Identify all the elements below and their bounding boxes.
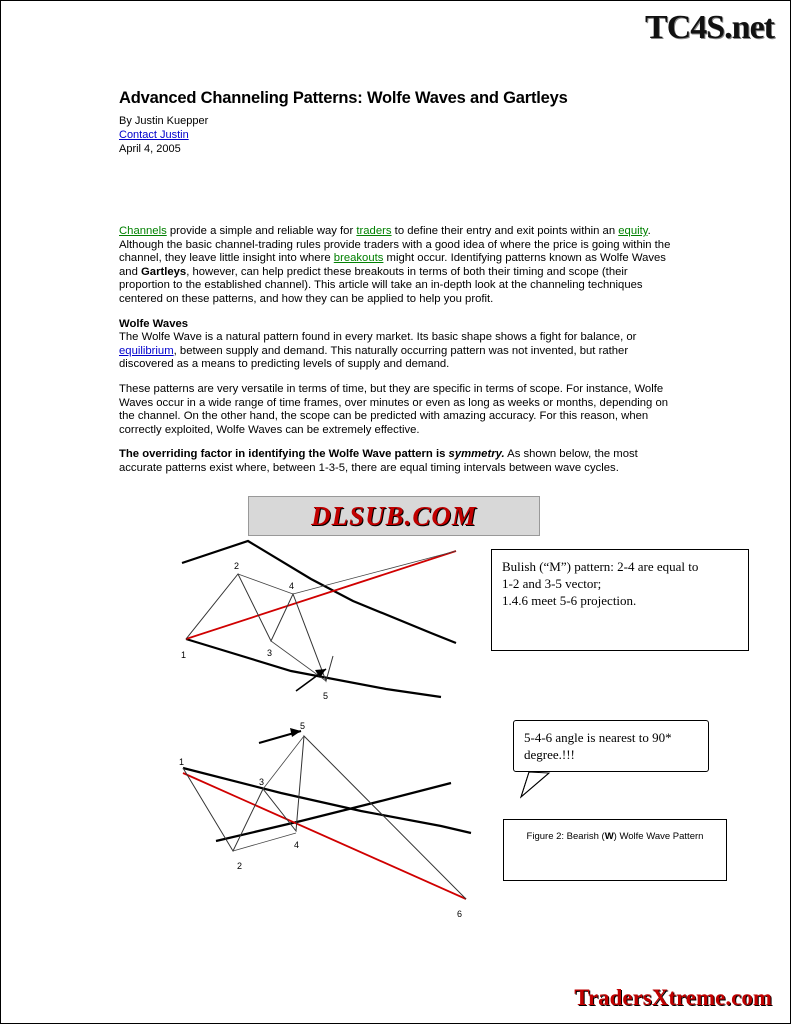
svg-text:4: 4 [294, 840, 300, 850]
svg-text:1: 1 [181, 650, 187, 660]
contact-link[interactable]: Contact Justin [119, 129, 189, 141]
intro-text-10: , however, can help predict these breakouts in terms of both their timing and scope (their proportion to the established channel). This article will take an in-depth look at the channeling techniques centered on these patterns, and how they can be applied to help you profit. [119, 265, 643, 305]
paragraph-4 [119, 448, 675, 475]
p2-text-1: The Wolfe Wave is a natural pattern found in every market. Its basic shape shows a fight for balance, or [119, 331, 637, 344]
angle-callout-line1: 5-4-6 angle is nearest to 90* [524, 730, 672, 745]
svg-text:6: 6 [457, 909, 463, 919]
tc4s-watermark: TC4S.net [645, 9, 774, 46]
intro-text-4: to define their entry and exit points within an [391, 225, 619, 237]
svg-text:2: 2 [237, 861, 243, 871]
figure2-caption [514, 828, 716, 845]
bullish-callout-line3: 1.4.6 meet 5-6 projection. [502, 593, 637, 608]
article-body [119, 225, 675, 487]
section-heading-wolfe-waves: Wolfe Waves [119, 317, 189, 330]
angle-callout-line2: degree.!!! [524, 747, 575, 762]
svg-text:5: 5 [323, 691, 329, 701]
paragraph-3: These patterns are very versatile in terms of time, but they are specific in terms of scope. For instance, Wolfe Waves occur in a wide range of time frames, over minutes or even as long as weeks or months, depending on the channel. On the other hand, the scope can be predicted with amazing accuracy. For this reason, when correctly exploited, Wolfe Waves can be extremely effective. [119, 382, 669, 436]
angle-callout [513, 720, 709, 772]
p4-italic: symmetry. [448, 448, 505, 461]
figure2-caption-suffix: ) Wolfe Wave Pattern [613, 831, 704, 842]
equilibrium-link[interactable]: equilibrium [119, 344, 174, 357]
dlsub-watermark-text: DLSUB.COM [311, 500, 477, 531]
intro-text-6: . Although the basic channel-trading rules provide traders with a good idea of where the price is going within the channel, they leave little insight into where [119, 225, 671, 265]
footer-watermark: TradersXtreme.com [574, 985, 772, 1010]
figure2-caption-bold: W [604, 831, 614, 842]
byline: By Justin Kuepper [119, 115, 209, 127]
p4-bold: The overriding factor in identifying the Wolfe Wave pattern is [119, 448, 449, 461]
p2-text-3: , between supply and demand. This naturally occurring pattern was not invented, but rather discovered as a means to predicting levels of supply and demand. [119, 344, 629, 371]
gartleys-emphasis: Gartleys [141, 265, 187, 278]
breakouts-link[interactable]: breakouts [333, 252, 384, 265]
figure2-caption-box [503, 819, 727, 881]
svg-text:1: 1 [179, 757, 185, 767]
bullish-callout-line1: Bulish (“M”) pattern: 2-4 are equal to [502, 559, 699, 574]
publication-date: April 4, 2005 [119, 143, 181, 155]
intro-text-8: might occur. Identifying patterns known as Wolfe Waves and [119, 252, 666, 278]
intro-text-2: provide a simple and reliable way for [166, 225, 357, 237]
bullish-callout-line2: 1-2 and 3-5 vector; [502, 576, 602, 591]
bullish-pattern-callout [491, 549, 749, 651]
svg-text:5: 5 [300, 721, 306, 731]
traders-link[interactable]: traders [356, 225, 392, 237]
svg-text:4: 4 [289, 581, 295, 591]
paragraph-2 [119, 331, 675, 372]
figure2-caption-prefix: Figure 2: Bearish ( [526, 831, 605, 842]
svg-text:3: 3 [267, 648, 273, 658]
equity-link[interactable]: equity [618, 225, 648, 237]
p4-rest: As shown below, the most accurate patterns exist where, between 1-3-5, there are equal timing intervals between wave cycles. [119, 448, 638, 474]
svg-text:3: 3 [259, 777, 265, 787]
paragraph-intro [119, 225, 675, 307]
channels-link[interactable]: Channels [119, 225, 167, 237]
svg-text:2: 2 [234, 561, 240, 571]
page-title: Advanced Channeling Patterns: Wolfe Waves and Gartleys [119, 89, 568, 107]
